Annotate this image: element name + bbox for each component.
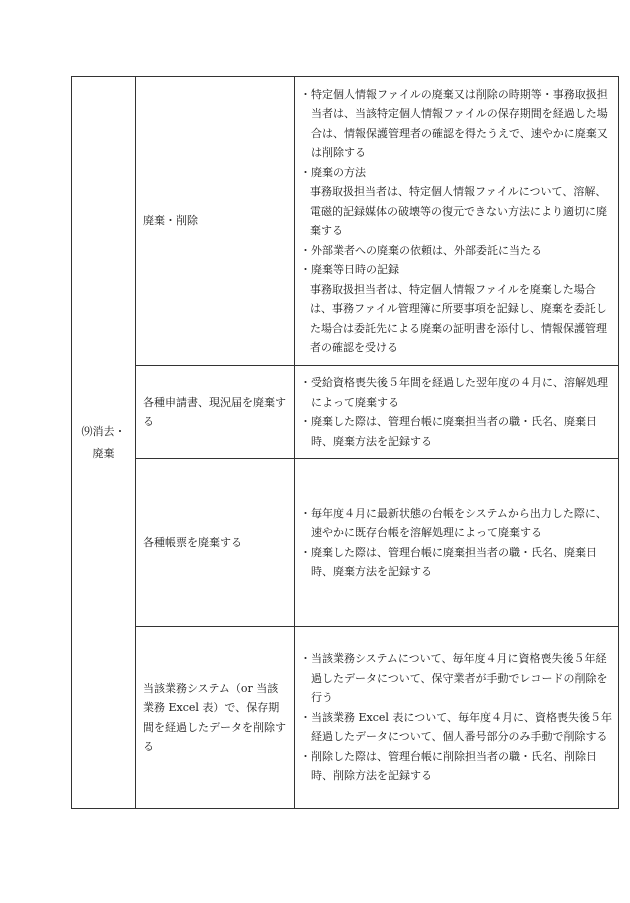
list-item [300,747,612,786]
section-label: ⑼消去・廃棄 [81,424,126,460]
row-content-cell [295,459,619,627]
item-text: 当該業務システムについて、毎年度４月に資格喪失後５年経過したデータについて、保守業者が手動でレコードの削除を行う [311,652,608,705]
list-item [300,504,612,543]
item-text: 廃棄等日時の記録 [311,263,399,276]
row-name-cell [136,77,295,366]
item-text: 廃棄の方法 [311,165,366,179]
row-name: 各種申請書、現況届を廃棄する [143,395,286,428]
row-content-cell [295,627,619,809]
item-paragraph [300,182,612,241]
bullet-glyph: ・ [300,165,311,179]
list-item [300,649,612,708]
item-paragraph [300,280,612,358]
list-item [300,412,612,451]
list-item [300,163,612,183]
item-text: 事務取扱担当者は、特定個人情報ファイルについて、溶解、電磁的記録媒体の破壊等の復元できない方法により適切に廃棄する [310,185,607,237]
item-text: 特定個人情報ファイルの廃棄又は削除の時期等・事務取扱担当者は、当該特定個人情報ファイルの保存期間を経過した場合は、情報保護管理者の確認を得たうえで、速やかに廃棄又は削除する [311,87,608,159]
row-name: 当該業務システム（or 当該業務 Excel 表）で、保存期間を経過したデータを削除する [143,681,286,753]
row-name: 廃棄・削除 [143,214,198,228]
row-content-cell [295,366,619,459]
row-name-cell [136,459,295,627]
table-row [72,459,619,627]
item-text: 毎年度４月に最新状態の台帳をシステムから出力した際に、速やかに既存台帳を溶解処理によって廃棄する [311,506,607,539]
bullet-glyph: ・ [300,545,311,559]
item-text: 外部業者への廃棄の依頼は、外部委託に当たる [311,243,542,257]
bullet-glyph: ・ [300,749,311,763]
table-row [72,627,619,809]
bullet-glyph: ・ [300,376,311,389]
item-text: 受給資格喪失後５年間を経過した翌年度の４月に、溶解処理によって廃棄する [311,376,608,409]
list-item [300,543,612,582]
row-name-cell [136,366,295,459]
row-content-cell [295,77,619,366]
item-text: 廃棄した際は、管理台帳に廃棄担当者の職・氏名、廃棄日時、廃棄方法を記録する [311,545,597,578]
content-list [300,85,612,358]
disposal-table [71,76,619,809]
bullet-glyph: ・ [300,710,311,724]
item-text: 事務取扱担当者は、特定個人情報ファイルを廃棄した場合は、事務ファイル管理簿に所要事項を記録し、廃棄を委託した場合は委託先による廃棄の証明書を添付し、情報保護管理者の確認を受ける [310,282,607,354]
list-item [300,373,612,412]
list-item [300,260,612,280]
table-row [72,366,619,459]
item-text: 廃棄した際は、管理台帳に廃棄担当者の職・氏名、廃棄日時、廃棄方法を記録する [311,415,597,448]
bullet-glyph: ・ [300,87,311,101]
bullet-glyph: ・ [300,243,311,257]
section-label-cell [72,77,136,809]
bullet-glyph: ・ [300,415,311,428]
row-name: 各種帳票を廃棄する [143,535,242,549]
list-item [300,241,612,261]
item-text: 削除した際は、管理台帳に削除担当者の職・氏名、削除日時、削除方法を記録する [311,749,597,783]
row-name-cell [136,627,295,809]
item-text: 当該業務 Excel 表について、毎年度４月に、資格喪失後５年経過したデータについて、個人番号部分のみ手動で削除する [311,710,612,744]
list-item [300,708,612,747]
table-row [72,77,619,366]
bullet-glyph: ・ [300,652,311,666]
bullet-glyph: ・ [300,263,311,276]
list-item [300,85,612,163]
bullet-glyph: ・ [300,506,311,520]
